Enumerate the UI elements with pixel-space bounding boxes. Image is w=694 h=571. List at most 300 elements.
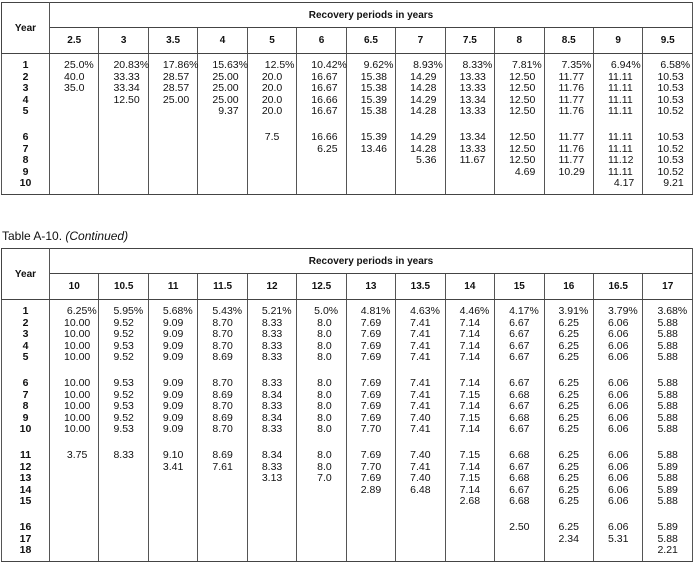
rate-value	[248, 534, 296, 546]
year-label: 14	[19, 483, 32, 496]
rate-value	[50, 95, 98, 107]
rate-value: 3.91%	[558, 305, 589, 317]
rate-value: 6.25	[558, 448, 579, 461]
rate-value	[198, 167, 246, 179]
rate-value: 10.29	[558, 165, 585, 178]
rate-value: 8.70	[212, 316, 233, 329]
table-body-row	[2, 300, 693, 562]
rate-value: 14.29	[410, 93, 437, 106]
rate-value: 7.41	[410, 328, 431, 341]
rate-value: 11.11	[607, 70, 633, 83]
rate-value: 6.68	[509, 388, 530, 401]
rate-value: 6.67	[509, 483, 530, 496]
rate-value	[248, 178, 296, 190]
rate-value	[149, 132, 197, 144]
rate-value	[248, 522, 296, 534]
rate-value: 12.50	[113, 93, 140, 106]
caption-note: (Continued)	[65, 229, 129, 243]
rate-value: 6.25	[558, 400, 579, 413]
rate-value: 9.21	[657, 177, 684, 190]
rate-value: 20.83%	[113, 59, 150, 71]
period-header: 7	[396, 28, 445, 54]
rate-value: 5.88	[657, 328, 678, 341]
rate-value	[297, 545, 345, 557]
rate-value: 6.06	[607, 388, 629, 401]
year-label: 15	[19, 495, 32, 508]
rate-value: 9.52	[113, 411, 134, 424]
rate-value: 8.33	[261, 400, 283, 413]
rate-value: 11.11	[607, 93, 633, 106]
rate-value: 12.50	[509, 82, 536, 95]
rate-value: 12.50	[509, 93, 536, 106]
rate-column-cell	[99, 300, 148, 562]
year-label: 5	[22, 105, 29, 118]
rate-value: 9.09	[162, 351, 184, 364]
rate-value	[50, 178, 98, 190]
year-label: 17	[19, 532, 32, 545]
year-label: 3	[22, 328, 29, 341]
rate-value: 3.13	[261, 472, 283, 485]
rate-value: 9.52	[113, 351, 134, 364]
rate-value	[198, 178, 246, 190]
rate-value: 10.52	[657, 142, 684, 155]
rate-value: 12.5%	[261, 59, 295, 71]
rate-value: 7.14	[459, 483, 481, 496]
rate-value: 10.00	[64, 316, 91, 329]
rate-value	[396, 545, 444, 557]
rate-value: 25.00	[212, 70, 239, 83]
rate-value: 10.52	[657, 105, 684, 118]
rate-value: 12.50	[509, 70, 536, 83]
rate-value: 11.76	[558, 82, 585, 95]
rate-column-cell	[198, 300, 247, 562]
period-header: 12.5	[297, 274, 346, 300]
rate-value: 10.52	[657, 165, 684, 178]
rate-value: 7.14	[459, 328, 481, 341]
rate-value: 7.14	[459, 316, 481, 329]
recovery-periods-header: Recovery periods in years	[50, 249, 693, 274]
year-label: 3	[22, 82, 29, 95]
rate-value: 5.95%	[113, 305, 144, 317]
year-label: 4	[22, 339, 29, 352]
rate-value: 17.86%	[162, 59, 199, 71]
rate-value	[149, 534, 197, 546]
rate-value: 6.94%	[607, 59, 641, 71]
period-header: 17	[643, 274, 693, 300]
rate-value	[149, 106, 197, 118]
rate-value: 8.34	[261, 388, 283, 401]
rate-value	[396, 167, 444, 179]
year-labels-cell	[2, 54, 50, 195]
rate-value	[594, 545, 642, 557]
rate-value: 6.25	[558, 460, 579, 473]
period-header: 3.5	[148, 28, 197, 54]
rate-value: 6.67	[509, 316, 530, 329]
rate-value: 10.00	[64, 339, 91, 352]
period-header: 5	[247, 28, 296, 54]
rate-value: 7.5	[261, 130, 280, 143]
rate-value	[50, 473, 98, 485]
rate-value: 6.06	[607, 423, 629, 436]
rate-value: 7.41	[410, 376, 431, 389]
rate-value: 7.14	[459, 351, 481, 364]
rate-value	[347, 155, 395, 167]
rate-value: 7.14	[459, 400, 481, 413]
rate-value: 8.33	[261, 339, 283, 352]
rate-value: 8.70	[212, 376, 233, 389]
rate-value	[198, 155, 246, 167]
rate-value: 2.34	[558, 532, 579, 545]
rate-value: 6.06	[607, 400, 629, 413]
rate-value	[297, 522, 345, 534]
rate-value: 7.69	[360, 351, 382, 364]
rate-value	[396, 178, 444, 190]
rate-value: 6.67	[509, 460, 530, 473]
rate-value: 7.69	[360, 376, 382, 389]
rate-value: 9.53	[113, 400, 134, 413]
rate-value	[50, 534, 98, 546]
rate-value: 5.88	[657, 472, 678, 485]
rate-value	[495, 178, 543, 190]
year-label: 2	[22, 316, 29, 329]
rate-value: 7.15	[459, 411, 481, 424]
rate-value	[99, 144, 147, 156]
period-header: 15	[495, 274, 544, 300]
rate-value	[347, 167, 395, 179]
rate-value: 5.88	[657, 423, 678, 436]
rate-value: 6.25	[558, 495, 579, 508]
rate-value: 13.46	[360, 142, 387, 155]
rate-value: 8.33	[261, 423, 283, 436]
rate-value: 20.0	[261, 82, 283, 95]
rate-value	[396, 534, 444, 546]
rate-value: 2.68	[459, 495, 481, 508]
rate-column-cell	[445, 300, 494, 562]
rate-value: 8.0	[311, 328, 332, 341]
rate-value: 35.0	[64, 82, 85, 95]
rate-value: 2.89	[360, 483, 382, 496]
rate-value: 5.43%	[212, 305, 243, 317]
rate-value: 11.77	[558, 154, 585, 167]
rate-value: 4.17	[607, 177, 635, 190]
rate-value	[99, 545, 147, 557]
rate-value	[297, 485, 345, 497]
rate-value: 6.25	[558, 472, 579, 485]
rate-value: 6.25	[558, 339, 579, 352]
rate-value: 5.89	[657, 483, 678, 496]
rate-value: 6.68	[509, 448, 530, 461]
rate-value: 7.69	[360, 316, 382, 329]
rate-value: 5.88	[657, 351, 678, 364]
rate-value: 11.77	[558, 93, 585, 106]
rate-value: 20.0	[261, 70, 283, 83]
year-label: 1	[22, 305, 29, 317]
rate-value	[347, 178, 395, 190]
rate-value	[446, 534, 494, 546]
period-header: 6	[297, 28, 346, 54]
rate-value: 28.57	[162, 70, 190, 83]
rate-value: 6.25%	[64, 305, 97, 317]
rate-value: 7.41	[410, 423, 431, 436]
depreciation-table-continued	[1, 248, 693, 562]
rate-value: 7.15	[459, 472, 481, 485]
rate-value	[248, 144, 296, 156]
rate-value: 8.0	[311, 388, 332, 401]
rate-value: 10.00	[64, 328, 91, 341]
rate-column-cell	[148, 54, 197, 195]
rate-value	[198, 485, 246, 497]
rate-value	[248, 496, 296, 508]
rate-value: 8.33	[261, 460, 283, 473]
rate-value: 6.06	[607, 339, 629, 352]
rate-value: 12.50	[509, 142, 536, 155]
rate-value	[347, 496, 395, 508]
rate-column-cell	[198, 54, 247, 195]
rate-value: 5.68%	[162, 305, 193, 317]
period-header: 10	[50, 274, 99, 300]
rate-value: 9.62%	[360, 59, 394, 71]
rate-value: 7.69	[360, 388, 382, 401]
rate-value: 7.41	[410, 351, 431, 364]
rate-value	[297, 167, 345, 179]
rate-value	[198, 144, 246, 156]
period-header: 9	[593, 28, 642, 54]
rate-value	[396, 522, 444, 534]
rate-value: 6.25	[558, 388, 579, 401]
rate-value: 8.0	[311, 423, 332, 436]
rate-value: 6.67	[509, 339, 530, 352]
rate-value: 6.06	[607, 520, 629, 533]
rate-value: 8.33	[113, 448, 134, 461]
period-header: 8	[495, 28, 544, 54]
rate-value: 14.28	[410, 142, 437, 155]
rate-value: 25.00	[162, 93, 190, 106]
rate-value	[149, 522, 197, 534]
year-labels-cell	[2, 300, 50, 562]
rate-value: 9.09	[162, 339, 184, 352]
rate-value: 15.39	[360, 93, 387, 106]
rate-value: 11.76	[558, 142, 585, 155]
year-label: 2	[22, 70, 29, 83]
rate-value: 10.00	[64, 388, 91, 401]
rate-value: 9.09	[162, 328, 184, 341]
rate-value: 16.67	[311, 105, 338, 118]
rate-value: 25.00	[212, 93, 239, 106]
rate-value: 4.69	[509, 165, 536, 178]
year-label: 8	[22, 154, 29, 167]
period-header: 14	[445, 274, 494, 300]
rate-value: 5.88	[657, 411, 678, 424]
rate-column-cell	[99, 54, 148, 195]
rate-value: 7.35%	[558, 59, 592, 71]
rate-value	[50, 522, 98, 534]
rate-value: 6.25	[558, 423, 579, 436]
rate-value	[149, 473, 197, 485]
rate-value	[50, 462, 98, 474]
rate-value: 8.70	[212, 339, 233, 352]
rate-value: 12.50	[509, 154, 536, 167]
rate-value: 7.40	[410, 472, 431, 485]
rate-value: 9.52	[113, 388, 134, 401]
rate-value: 7.41	[410, 339, 431, 352]
period-header: 10.5	[99, 274, 148, 300]
rate-value: 13.33	[459, 105, 486, 118]
rate-value	[50, 545, 98, 557]
rate-column-cell	[297, 300, 346, 562]
rate-value: 5.88	[657, 376, 678, 389]
period-header: 2.5	[50, 28, 99, 54]
rate-value: 3.68%	[657, 305, 688, 317]
rate-value	[248, 167, 296, 179]
rate-value: 25.00	[212, 82, 239, 95]
period-header: 4	[198, 28, 247, 54]
rate-value: 7.41	[410, 460, 431, 473]
rate-value: 8.69	[212, 411, 233, 424]
year-label: 9	[22, 165, 29, 178]
rate-value: 6.68	[509, 495, 530, 508]
rate-value: 6.58%	[657, 59, 691, 71]
rate-value: 6.06	[607, 411, 629, 424]
period-header: 12	[247, 274, 296, 300]
rate-value	[198, 522, 246, 534]
rate-value	[149, 178, 197, 190]
rate-value: 4.46%	[459, 305, 490, 317]
period-header-row	[2, 28, 693, 54]
rate-column-cell	[593, 300, 642, 562]
period-header: 11	[148, 274, 197, 300]
rate-value: 16.67	[311, 82, 338, 95]
rate-value: 10.53	[657, 70, 684, 83]
rate-value	[99, 496, 147, 508]
rate-value	[99, 473, 147, 485]
rate-value: 11.11	[607, 130, 633, 143]
rate-value: 5.88	[657, 316, 678, 329]
rate-value: 6.06	[607, 483, 629, 496]
rate-value	[99, 155, 147, 167]
rate-value: 8.0	[311, 460, 332, 473]
rate-value: 7.14	[459, 460, 481, 473]
table-caption	[2, 229, 128, 243]
year-label: 18	[19, 544, 32, 557]
rate-column-cell	[495, 54, 544, 195]
rate-column-cell	[50, 300, 99, 562]
rate-value: 7.40	[410, 448, 431, 461]
year-label: 11	[19, 448, 32, 461]
rate-value	[446, 545, 494, 557]
rate-value: 11.77	[558, 70, 585, 83]
period-header: 9.5	[643, 28, 693, 54]
rate-value	[99, 534, 147, 546]
rate-value: 40.0	[64, 70, 85, 83]
rate-value: 9.53	[113, 339, 134, 352]
recovery-periods-header: Recovery periods in years	[50, 3, 693, 28]
rate-value: 3.41	[162, 460, 184, 473]
rate-value: 8.0	[311, 351, 332, 364]
rate-value	[347, 522, 395, 534]
rate-value: 11.12	[607, 154, 634, 167]
rate-value	[198, 534, 246, 546]
rate-value: 14.28	[410, 105, 437, 118]
rate-value	[99, 167, 147, 179]
rate-value: 9.52	[113, 328, 134, 341]
period-header: 8.5	[544, 28, 593, 54]
rate-value: 10.53	[657, 93, 684, 106]
rate-value: 15.38	[360, 82, 387, 95]
rate-value	[50, 485, 98, 497]
rate-value	[495, 534, 543, 546]
rate-column-cell	[495, 300, 544, 562]
rate-value: 6.25	[558, 411, 579, 424]
rate-value: 11.76	[558, 105, 585, 118]
rate-value: 6.67	[509, 423, 530, 436]
rate-value: 8.0	[311, 411, 332, 424]
rate-value: 6.67	[509, 328, 530, 341]
rate-value: 28.57	[162, 82, 190, 95]
rate-value: 8.69	[212, 351, 233, 364]
rate-value	[99, 178, 147, 190]
year-label: 4	[22, 93, 29, 106]
rate-value: 14.29	[410, 70, 437, 83]
rate-value: 5.88	[657, 448, 678, 461]
rate-value: 11.11	[607, 82, 633, 95]
rate-value: 6.06	[607, 460, 629, 473]
rate-value: 10.53	[657, 154, 684, 167]
rate-value: 8.69	[212, 388, 233, 401]
rate-value: 6.25	[558, 520, 579, 533]
rate-value: 13.33	[459, 70, 486, 83]
rate-value: 3.75	[64, 448, 88, 461]
rate-value	[248, 485, 296, 497]
rate-value: 20.0	[261, 93, 283, 106]
rate-column-cell	[247, 54, 296, 195]
rate-value: 6.48	[410, 483, 431, 496]
rate-value: 5.88	[657, 388, 678, 401]
year-label: 10	[19, 177, 32, 190]
rate-value: 6.25	[558, 376, 579, 389]
rate-value	[297, 496, 345, 508]
rate-value: 9.09	[162, 423, 184, 436]
period-header: 13	[346, 274, 395, 300]
depreciation-table-main	[1, 2, 693, 195]
rate-value	[297, 534, 345, 546]
rate-value: 11.77	[558, 130, 585, 143]
rate-value: 7.40	[410, 411, 431, 424]
rate-value: 25.0%	[64, 59, 94, 71]
rate-column-cell	[643, 300, 693, 562]
year-label: 6	[22, 130, 29, 143]
rate-value: 9.09	[162, 411, 184, 424]
rate-value: 11.11	[607, 105, 633, 118]
rate-value: 7.70	[360, 423, 382, 436]
rate-column-cell	[445, 54, 494, 195]
rate-value	[446, 178, 494, 190]
rate-value	[248, 155, 296, 167]
rate-value: 8.0	[311, 400, 332, 413]
year-column-header: Year	[2, 3, 50, 54]
rate-value: 6.06	[607, 472, 629, 485]
year-label: 13	[19, 472, 32, 485]
period-header-row	[2, 274, 693, 300]
rate-value: 6.25	[311, 142, 338, 155]
rate-value: 16.67	[311, 70, 338, 83]
rate-value: 8.33%	[459, 59, 493, 71]
rate-value: 7.14	[459, 376, 481, 389]
year-label: 7	[22, 388, 29, 401]
rate-value: 7.69	[360, 411, 382, 424]
rate-value	[50, 496, 98, 508]
rate-value: 14.28	[410, 82, 437, 95]
rate-value	[50, 155, 98, 167]
